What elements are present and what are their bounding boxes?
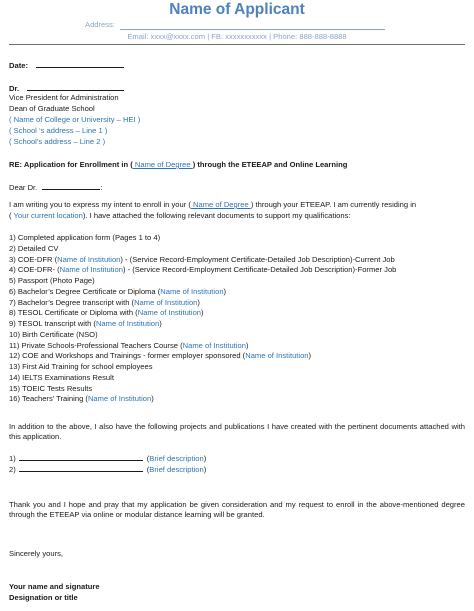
closing-paragraph: Thank you and I hope and pray that my application be given consideration and my request to enroll in the above-mentioned degree through the ETEEAP via online or modular distance learning will be granted. [9, 500, 465, 520]
document-item-suffix: ) - (Service Record-Employment Certificate-Detailed Job Description)-Current Job [120, 254, 395, 264]
address-row [85, 20, 385, 31]
document-item-suffix: ) - (Service Record-Employment Certificate-Detailed Job Description)-Former Job [122, 265, 397, 275]
institution-placeholder: Name of Institution [134, 297, 198, 307]
salutation-blank [42, 182, 103, 192]
recipient-title: Vice President for Administration [9, 93, 119, 102]
intro-location: Your current location [11, 211, 83, 220]
document-item-suffix: ) [159, 319, 162, 328]
document-item-text: 7) Bachelor’s Degree transcript with ( [9, 297, 135, 307]
date-label: Date: [9, 61, 28, 70]
project-close-paren: ) [203, 454, 207, 463]
intro-degree: Name of Degree [190, 200, 251, 209]
contact-info: Email: xxxx@xxxx.com | FB: xxxxxxxxxxx | Phone: 888-888-8888 [127, 32, 347, 41]
document-item-suffix: ) [308, 351, 312, 361]
salutation-text: Dear Dr. [9, 183, 38, 192]
document-item [9, 255, 465, 265]
document-item-suffix: ) [151, 394, 154, 404]
document-item-text: 5) Passport (Photo Page) [9, 276, 95, 285]
document-item-text: 15) TOEIC Tests Results [9, 383, 93, 393]
document-item-text: 11) Private Schools-Professional Teachers Course ( [9, 340, 183, 350]
intro-line-2 [9, 211, 465, 221]
document-item [9, 265, 465, 275]
address-line [120, 29, 385, 30]
subject-line [9, 160, 465, 170]
project-item [9, 464, 465, 475]
header-divider [9, 44, 465, 45]
subject-suffix: ) through the ETEEAP and Online Learning [192, 160, 348, 169]
document-item [9, 373, 465, 383]
document-item-text: 2) Detailed CV [9, 243, 59, 253]
document-item-text: 10) Birth Certificate (NSO) [9, 329, 98, 339]
document-item [9, 308, 465, 318]
project-blank [19, 464, 143, 472]
institution-placeholder: Name of Institution [160, 286, 224, 296]
document-item-suffix: ) [223, 286, 227, 296]
signoff: Sincerely yours, [9, 549, 64, 558]
document-item-suffix: ) [201, 308, 204, 318]
intro-text-2: ) through your ETEEAP. I am currently residing in [250, 200, 417, 209]
document-item [9, 244, 465, 254]
document-item-text: 4) COE-DFR- ( [9, 265, 60, 275]
document-item [9, 298, 465, 308]
salutation [9, 182, 465, 193]
institution-placeholder: Name of Institution [59, 265, 123, 275]
document-item-text: 8) TESOL Certificate or Diploma with ( [9, 308, 138, 318]
signature-label: Your name and signature [9, 582, 100, 591]
document-item [9, 233, 465, 243]
institution-placeholder: Name of Institution [245, 351, 309, 361]
recipient-blank [27, 83, 124, 91]
project-description: Brief description [149, 465, 204, 474]
salutation-colon: : [100, 183, 103, 192]
project-blank [19, 453, 143, 461]
document-item-text: 14) IELTS Examinations Result [9, 372, 114, 382]
intro-text-4: ). I have attached the following relevant documents to support my qualifications: [82, 211, 351, 220]
recipient-prefix: Dr. [9, 84, 20, 93]
document-item [9, 330, 465, 340]
project-number: 1) [9, 454, 16, 463]
project-number: 2) [9, 465, 16, 474]
project-open-paren: ( [146, 454, 150, 463]
applicant-name: Name of Applicant [169, 1, 305, 18]
document-item-text: 16) Teachers’ Training ( [9, 394, 88, 404]
document-item-text: 3) COE-DFR ( [9, 254, 58, 264]
intro-text-3: ( [9, 211, 12, 220]
document-item [9, 276, 465, 286]
project-item [9, 453, 465, 464]
document-item-text: 13) First Aid Training for school employees [9, 362, 153, 371]
document-item-suffix: ) [197, 297, 200, 307]
project-description: Brief description [149, 454, 204, 463]
projects-intro: In addition to the above, I also have the following projects and publications I have created with the pertinent documents attached with this application. [9, 422, 465, 442]
document-item-suffix: ) [245, 340, 249, 350]
document-item [9, 341, 465, 351]
document-item-text: 1) Completed application form (Pages 1 to 4) [9, 233, 161, 242]
recipient-office: Dean of Graduate School [9, 104, 95, 113]
document-item [9, 394, 465, 404]
recipient-address-1: ( School ‘s address – Line 1 ) [9, 126, 108, 135]
document-item [9, 319, 465, 329]
document-item-text: 6) Bachelor’s Degree Certificate or Diploma ( [9, 286, 161, 296]
document-item-text: 12) COE and Workshops and Trainings - former employer sponsored ( [9, 351, 246, 361]
document-item [9, 384, 465, 394]
institution-placeholder: Name of Institution [95, 319, 160, 328]
institution-placeholder: Name of Institution [57, 254, 121, 264]
institution-placeholder: Name of Institution [87, 394, 152, 404]
institution-placeholder: Name of Institution [182, 340, 246, 350]
recipient-address-2: ( School’s address – Line 2 ) [9, 137, 106, 146]
document-item [9, 351, 465, 361]
project-close-paren: ) [203, 465, 207, 474]
designation-label: Designation or title [9, 593, 78, 602]
document-item [9, 287, 465, 297]
institution-placeholder: Name of Institution [137, 308, 202, 318]
recipient-college: ( Name of College or University – HEI ) [9, 115, 141, 124]
subject-degree: Name of Degree [132, 160, 193, 169]
document-item-text: 9) TESOL transcript with ( [9, 319, 96, 328]
subject-prefix: RE: Application for Enrollment in ( [9, 160, 133, 169]
project-open-paren: ( [146, 465, 150, 474]
date-line [9, 60, 465, 71]
document-item [9, 362, 465, 372]
intro-text-1: I am writing you to express my intent to enroll in your ( [9, 200, 191, 209]
date-blank [36, 60, 124, 68]
address-label: Address: [85, 20, 115, 29]
intro-line-1 [9, 200, 465, 210]
